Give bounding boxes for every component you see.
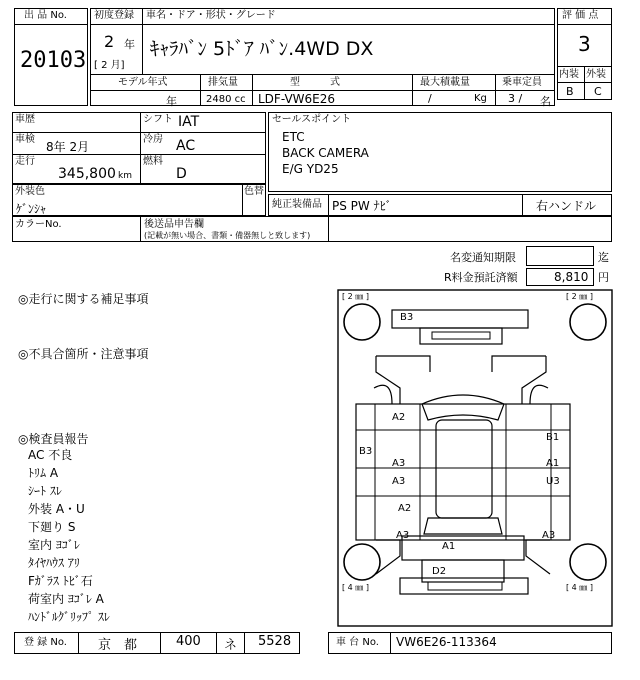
inspector-item: 室内 ﾖｺﾞﾚ: [28, 538, 80, 552]
max-load-label: 最大積載量: [420, 77, 470, 88]
lot-number-label: 出 品 No.: [24, 10, 67, 21]
first-registration-month: [ 2 月]: [94, 60, 125, 71]
rear-step: [400, 578, 528, 594]
wheel-rear-left: [344, 544, 380, 580]
damage-mark: A1: [546, 458, 560, 469]
tire-depth-rear-left: [ 4 ㎜ ]: [342, 583, 369, 592]
damage-mark: A3: [392, 476, 406, 487]
inspector-item: 下廻り S: [28, 520, 76, 534]
roof: [436, 420, 492, 518]
diagram-frame: [338, 290, 612, 626]
chassis-number-value: VW6E26-113364: [396, 635, 497, 649]
damage-mark: A2: [392, 412, 406, 423]
color-number-label: カラーNo.: [15, 219, 62, 230]
fuel-label: 燃料: [143, 156, 163, 167]
inspector-item: ｼｰﾄ ｽﾚ: [28, 484, 62, 498]
shift-label: シフト: [143, 114, 173, 125]
inspector-item: ﾊﾝﾄﾞﾙｸﾞﾘｯﾌﾟ ｽﾚ: [28, 610, 110, 624]
registration-number-label: 登 録 No.: [24, 637, 67, 648]
genuine-equipment-value: PS PW ﾅﾋﾞ: [332, 199, 392, 213]
cooling-label: 冷房: [143, 134, 163, 145]
lot-number-value: 20103: [20, 48, 87, 73]
right-side-panel: [492, 356, 548, 404]
inspector-item: ﾀｲﾔﾊｳｽ ｱﾘ: [28, 556, 80, 570]
rear-side-right: [526, 540, 550, 574]
inspection-label: 車検: [15, 134, 35, 145]
inspector-item: ﾄﾘﾑ A: [28, 466, 59, 480]
mileage-value: 345,800: [58, 166, 116, 182]
recycle-label: R料金預託済額: [444, 271, 518, 284]
exterior-score: C: [594, 85, 602, 98]
damage-mark: A1: [442, 541, 456, 552]
tire-depth-front-right: [ 2 ㎜ ]: [566, 292, 593, 301]
tire-depth-front-left: [ 2 ㎜ ]: [342, 292, 369, 301]
mileage-unit: km: [118, 171, 132, 181]
inspector-item: 荷室内 ﾖｺﾞﾚ A: [28, 592, 104, 606]
exterior-color-label: 外装色: [15, 186, 45, 197]
driving-notes-title: ◎走行に関する補足事項: [18, 292, 149, 306]
type-value: LDF-VW6E26: [258, 92, 336, 106]
first-registration-label: 初度登録: [94, 10, 134, 21]
name-change-unit: 迄: [598, 251, 609, 264]
inspector-item: AC 不良: [28, 448, 73, 462]
score-value: 3: [578, 32, 591, 56]
exterior-color-value: ｹﾞﾝｼｬ: [16, 202, 47, 216]
handle-position: 右ハンドル: [536, 199, 597, 213]
defect-notes-title: ◎不具合箇所・注意事項: [18, 347, 149, 361]
inspector-report-title: ◎検査員報告: [18, 432, 89, 446]
sales-point-1: ETC: [282, 130, 305, 144]
interior-label: 内装: [559, 69, 579, 80]
left-side-panel: [374, 356, 430, 404]
genuine-equipment-label: 純正装備品: [272, 199, 322, 210]
capacity-value: 3 /: [508, 92, 523, 105]
wheel-front-left: [344, 304, 380, 340]
sales-point-2: BACK CAMERA: [282, 146, 369, 160]
recycle-value: 8,810: [554, 270, 589, 284]
max-load-unit: Kg: [474, 93, 487, 104]
inspection-value: 8年 2月: [46, 140, 90, 154]
history-label: 車歴: [15, 114, 35, 125]
color-change-label: 色替: [244, 186, 264, 197]
damage-mark: B3: [400, 312, 414, 323]
first-registration-year-unit: 年: [124, 38, 135, 51]
docs-label: 後送品申告欄: [144, 219, 204, 230]
damage-mark: A2: [398, 503, 412, 514]
damage-mark: B1: [546, 432, 560, 443]
displacement-value: 2480 cc: [206, 94, 246, 105]
interior-score: B: [566, 85, 574, 98]
model-year-unit: 年: [166, 95, 177, 108]
capacity-unit: 名: [540, 95, 551, 108]
damage-mark: A3: [396, 530, 410, 541]
damage-mark: A3: [392, 458, 406, 469]
damage-mark: U3: [546, 476, 560, 487]
exterior-label: 外装: [586, 69, 606, 80]
type-label: 型 式: [290, 77, 340, 88]
inspector-item: Fｶﾞﾗｽ ﾄﾋﾞ石: [28, 574, 93, 588]
registration-area: 京 都: [98, 638, 138, 653]
chassis-number-label: 車 台 No.: [336, 637, 379, 648]
displacement-label: 排気量: [208, 77, 238, 88]
body-outline: [356, 404, 570, 540]
name-change-label: 名変通知期限: [450, 251, 516, 264]
sales-point-label: セールスポイント: [272, 114, 352, 125]
mileage-label: 走行: [15, 156, 35, 167]
registration-class: 400: [176, 634, 201, 649]
first-registration-year: 2: [104, 32, 115, 51]
tire-depth-rear-right: [ 4 ㎜ ]: [566, 583, 593, 592]
score-label: 評 価 点: [562, 10, 599, 21]
registration-number-value: 5528: [258, 634, 292, 649]
max-load-value: /: [428, 92, 432, 105]
inspector-item: 外装 A・U: [28, 502, 85, 516]
capacity-label: 乗車定員: [502, 77, 542, 88]
shift-value: IAT: [178, 114, 200, 130]
windshield: [422, 395, 504, 420]
damage-mark: D2: [432, 566, 447, 577]
recycle-unit: 円: [598, 271, 609, 284]
damage-mark: A3: [542, 530, 556, 541]
wheel-rear-right: [570, 544, 606, 580]
rear-window: [424, 518, 502, 534]
wheel-front-right: [570, 304, 606, 340]
cooling-value: AC: [176, 138, 196, 154]
registration-kana: ネ: [224, 638, 238, 653]
docs-note: (記載が無い場合、書類・備器無しと致します): [144, 231, 311, 240]
car-name-value: ｷｬﾗﾊﾞﾝ 5ﾄﾞｱ ﾊﾞﾝ.4WD DX: [150, 38, 374, 60]
fuel-value: D: [176, 166, 187, 182]
model-year-label: モデル年式: [118, 77, 168, 88]
sales-point-3: E/G YD25: [282, 162, 339, 176]
car-name-label: 車名・ドア・形状・グレード: [146, 10, 276, 21]
damage-mark: B3: [359, 446, 373, 457]
